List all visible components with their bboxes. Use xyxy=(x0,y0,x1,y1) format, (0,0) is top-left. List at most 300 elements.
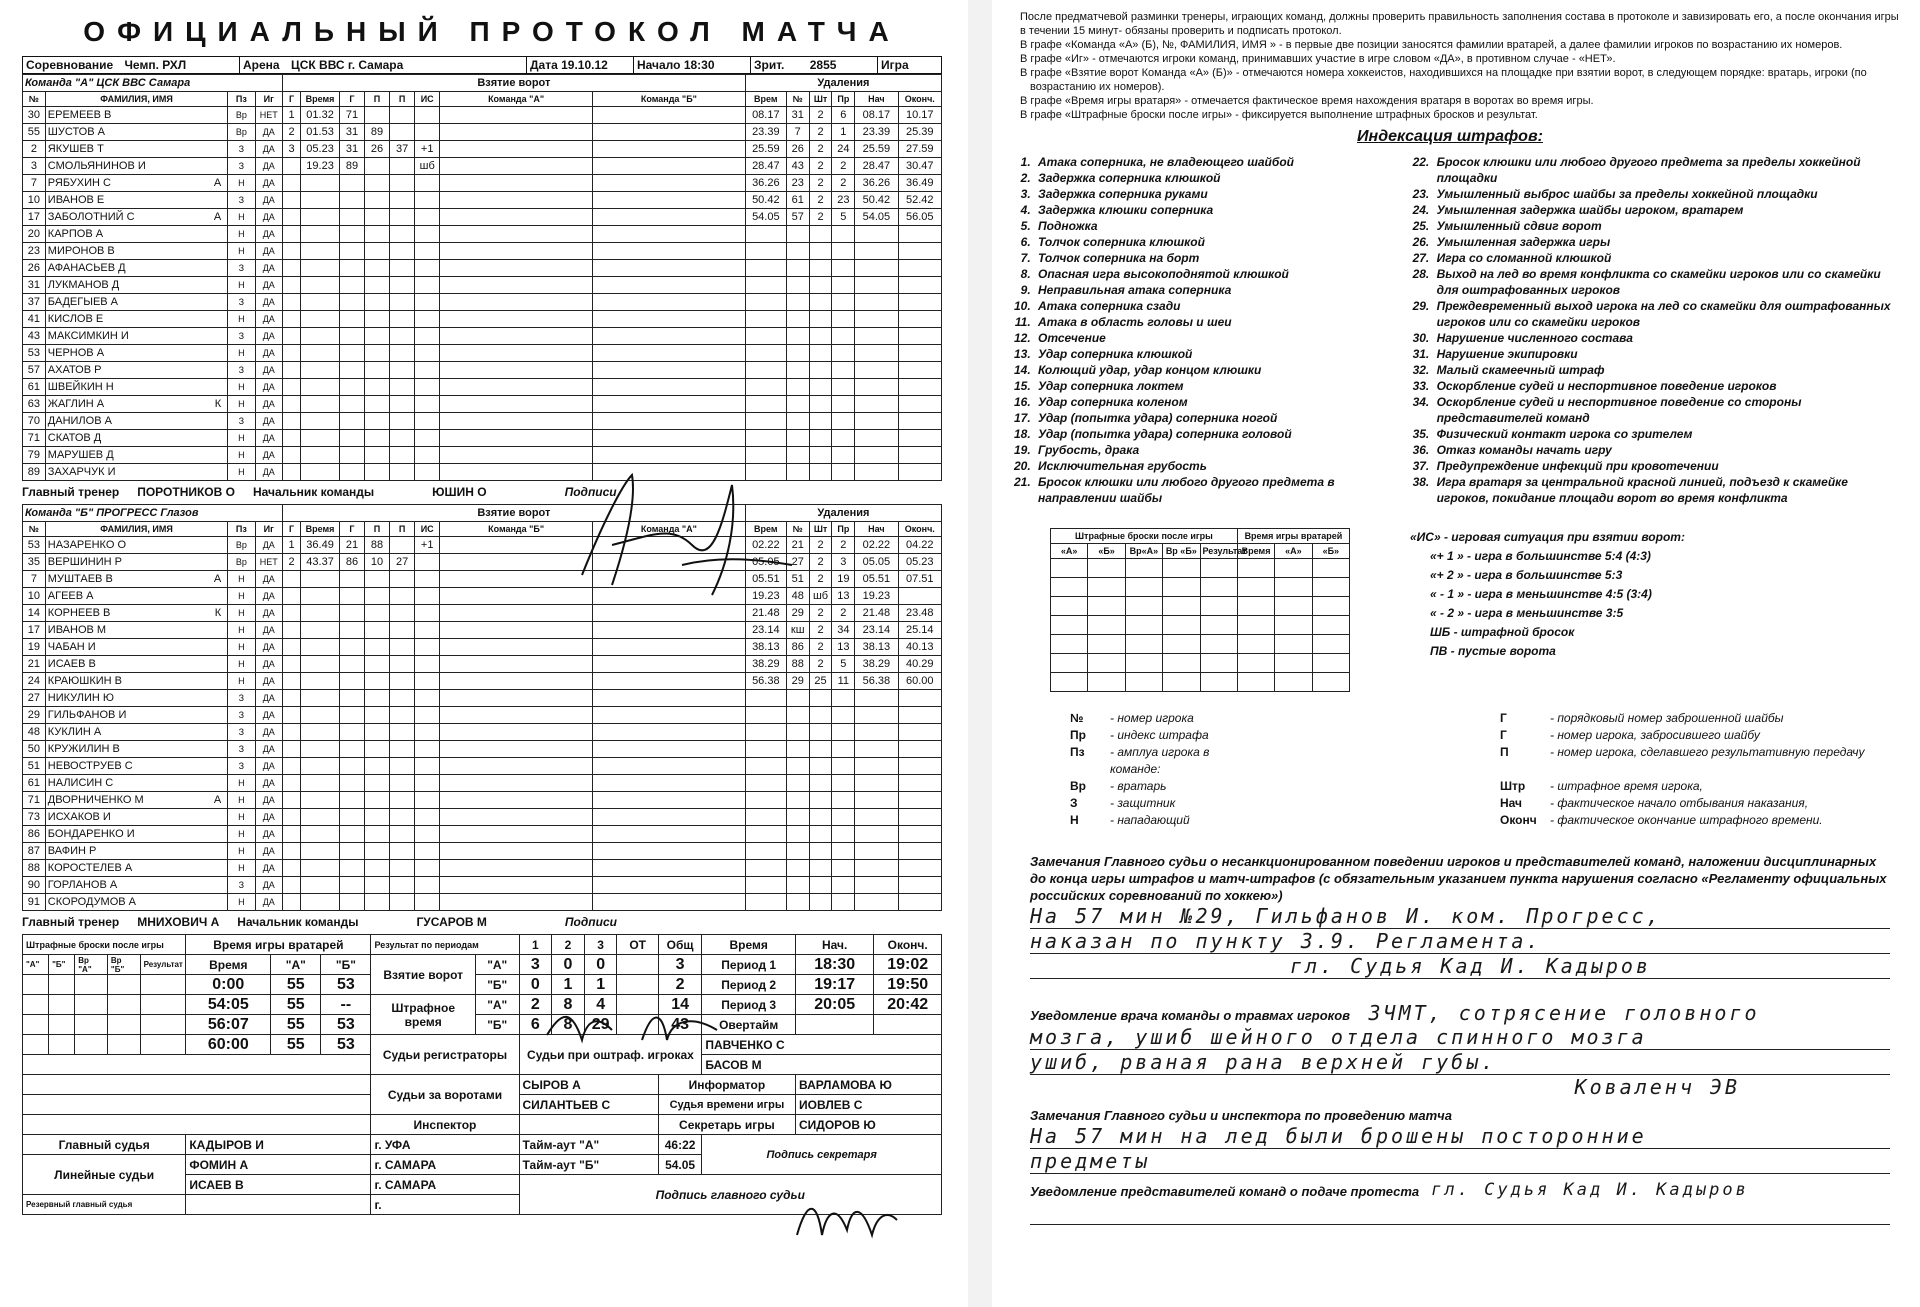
player-played: ДА xyxy=(255,226,282,243)
penalty-cell: 29 xyxy=(786,673,809,690)
player-name xyxy=(45,175,227,192)
penalty-cell: 50.42 xyxy=(855,192,898,209)
penalty-cell xyxy=(855,877,898,894)
penalty-cell: 34 xyxy=(832,622,855,639)
goal-cell xyxy=(390,741,415,758)
goal-cell xyxy=(415,792,440,809)
goal-cell xyxy=(282,294,300,311)
period-3-label: Период 3 xyxy=(702,995,796,1015)
penalty-cell xyxy=(786,464,809,481)
penalty-cell xyxy=(745,724,786,741)
goal-cell xyxy=(339,396,364,413)
penalty-item: 28. Выход на лед во время конфликта со скамейки игроков или со скамейки для оштрафованных игроков xyxy=(1433,266,1900,298)
table-row xyxy=(23,328,942,345)
penalty-cell: 60.00 xyxy=(898,673,941,690)
player-name-text: КРАЮШКИН В xyxy=(47,675,122,687)
player-played: ДА xyxy=(255,379,282,396)
penalty-cell xyxy=(855,826,898,843)
goal-line-a xyxy=(440,260,593,277)
goal-line-b xyxy=(593,345,746,362)
remarks-title: Замечания Главного судьи о несанкционированном поведении игроков и представителей команд, наложении дисциплинарных до конца игры штрафов и матч-штрафов (с обязательным указанием пункта нарушения согласно «Регламенту официальных российских соревнований по хоккею») xyxy=(1030,854,1887,903)
legend-key: Нач xyxy=(1500,796,1523,810)
goal-cell xyxy=(339,277,364,294)
table-row xyxy=(1051,616,1350,635)
goal-cell xyxy=(365,311,390,328)
goal-cell xyxy=(365,362,390,379)
player-name-text: БОНДАРЕНКО И xyxy=(47,828,135,840)
penalty-cell: 2 xyxy=(809,537,832,554)
penalty-cell xyxy=(786,311,809,328)
goal-cell xyxy=(282,758,300,775)
player-position: Н xyxy=(228,622,255,639)
penalty-cell xyxy=(786,413,809,430)
goal-cell xyxy=(339,588,364,605)
goal-line-a xyxy=(440,571,593,588)
penalty-cell: 2 xyxy=(832,537,855,554)
date-label: Дата xyxy=(530,58,558,72)
sec-judges-label: Судьи регистраторы xyxy=(371,1035,519,1075)
penalty-cell: 04.22 xyxy=(898,537,941,554)
res-label: Результат по периодам xyxy=(371,935,519,955)
goal-cell xyxy=(282,226,300,243)
goal-cell xyxy=(301,792,340,809)
player-name xyxy=(45,656,227,673)
gk-row-4-time: 60:00 xyxy=(186,1035,271,1055)
empty-cell xyxy=(1312,654,1349,673)
table-row xyxy=(23,741,942,758)
instruction-paragraph: В графе «Иг» - отмечаются игроки команд, принимавших участие в игре словом «ДА», в противном случае - «НЕТ». xyxy=(1020,53,1616,65)
penalty-item: 11. Атака в область головы и шеи xyxy=(1034,314,1385,330)
player-played: ДА xyxy=(255,243,282,260)
goal-cell xyxy=(415,826,440,843)
empty-cell xyxy=(1088,654,1125,673)
res-col-2: 2 xyxy=(552,935,585,955)
goal-line-b xyxy=(593,656,746,673)
player-name xyxy=(45,430,227,447)
player-number: 7 xyxy=(23,175,46,192)
goal-cell xyxy=(282,707,300,724)
pim-a-p3: 4 xyxy=(584,995,617,1015)
player-name xyxy=(45,554,227,571)
player-position: Н xyxy=(228,894,255,911)
goal-cell xyxy=(301,877,340,894)
empty-cell xyxy=(1125,616,1162,635)
player-number: 19 xyxy=(23,639,46,656)
period-3-end: 20:42 xyxy=(874,995,942,1015)
empty-cell xyxy=(1237,578,1274,597)
goal-line-b xyxy=(593,673,746,690)
res-col-3: 3 xyxy=(584,935,617,955)
penalty-cell xyxy=(786,396,809,413)
goal-cell xyxy=(365,243,390,260)
penalty-cell xyxy=(745,690,786,707)
player-number: 27 xyxy=(23,690,46,707)
penalty-cell: 52.42 xyxy=(898,192,941,209)
player-played: ДА xyxy=(255,328,282,345)
penalty-cell xyxy=(832,447,855,464)
player-captain-mark: А xyxy=(213,177,222,189)
empty-cell xyxy=(1163,654,1200,673)
goal-cell xyxy=(365,894,390,911)
player-name xyxy=(45,894,227,911)
empty-cell xyxy=(1051,635,1088,654)
penalty-cell xyxy=(809,243,832,260)
goal-cell xyxy=(365,860,390,877)
player-number: 48 xyxy=(23,724,46,741)
penalty-cell xyxy=(832,328,855,345)
goal-cell xyxy=(339,175,364,192)
player-name-text: ЗАХАРЧУК И xyxy=(47,466,116,478)
penalty-cell: 43 xyxy=(786,158,809,175)
goal-cell xyxy=(415,447,440,464)
penalty-cell xyxy=(855,464,898,481)
penalty-cell xyxy=(809,447,832,464)
goal-cell xyxy=(301,605,340,622)
team-a-col-pno: № xyxy=(786,92,809,107)
penalty-cell xyxy=(832,877,855,894)
empty-cell xyxy=(1125,578,1162,597)
line-judge-2-city: г. САМАРА xyxy=(371,1175,519,1195)
goal-line-b xyxy=(593,707,746,724)
arena-label: Арена xyxy=(243,58,280,72)
doctor-line-2: мозга, ушиб шейного отдела спинного мозга xyxy=(1030,1025,1890,1050)
penalty-cell: 2 xyxy=(809,656,832,673)
player-name xyxy=(45,673,227,690)
penalty-cell xyxy=(809,311,832,328)
player-name xyxy=(45,311,227,328)
goal-cell xyxy=(390,826,415,843)
penalty-item: 15. Удар соперника локтем xyxy=(1034,378,1385,394)
gk-label: Время игры вратарей xyxy=(186,935,371,955)
penalty-item: 1. Атака соперника, не владеющего шайбой xyxy=(1034,154,1385,170)
goal-line-b xyxy=(593,447,746,464)
goal-line-a xyxy=(440,124,593,141)
goal-cell xyxy=(339,724,364,741)
player-name-text: КАРПОВ А xyxy=(47,228,104,240)
penalty-cell xyxy=(898,877,941,894)
penalty-cell xyxy=(745,826,786,843)
goal-cell xyxy=(390,588,415,605)
empty-cell xyxy=(1312,597,1349,616)
goal-line-b xyxy=(593,175,746,192)
goal-line-b xyxy=(593,894,746,911)
team-b-col-G: Г xyxy=(339,522,364,537)
goal-cell xyxy=(282,809,300,826)
penalty-cell xyxy=(832,843,855,860)
inspect-title: Замечания Главного судьи и инспектора по проведению матча xyxy=(1030,1108,1452,1123)
table-row xyxy=(1051,673,1350,692)
situation-item: « - 1 » - игра в меньшинстве 4:5 (3:4) xyxy=(1430,587,1652,601)
goals-b-p1: 0 xyxy=(519,975,552,995)
player-position: Н xyxy=(228,345,255,362)
goal-cell xyxy=(301,294,340,311)
res-col-ot: ОТ xyxy=(617,935,658,955)
timer-value: ИОВЛЕВ С xyxy=(796,1095,942,1115)
player-name-text: ДВОРНИЧЕНКО М xyxy=(47,794,144,806)
penalty-cell xyxy=(855,345,898,362)
player-played: ДА xyxy=(255,724,282,741)
team-b-manager: ГУСАРОВ М xyxy=(416,915,487,929)
penalty-cell xyxy=(855,226,898,243)
penalty-cell xyxy=(898,741,941,758)
goal-cell xyxy=(415,192,440,209)
penalty-item: 27. Игра со сломанной клюшкой xyxy=(1433,250,1900,266)
goal-cell xyxy=(301,243,340,260)
player-name xyxy=(45,396,227,413)
empty-cell xyxy=(1200,635,1237,654)
so-col-result: Результат xyxy=(140,955,186,975)
penalty-cell xyxy=(898,260,941,277)
player-name xyxy=(45,537,227,554)
res-col-total: Общ xyxy=(658,935,702,955)
penalty-cell xyxy=(786,775,809,792)
team-b-coach: МНИХОВИЧ А xyxy=(137,915,220,929)
player-played: ДА xyxy=(255,464,282,481)
player-name xyxy=(45,605,227,622)
lines-label: Линейные судьи xyxy=(23,1155,186,1195)
gk-col-time: Время xyxy=(186,955,271,975)
penalty-cell: 2 xyxy=(809,605,832,622)
team-b-col-pend: Оконч. xyxy=(898,522,941,537)
goal-line-b xyxy=(593,758,746,775)
penalty-cell xyxy=(855,724,898,741)
player-position: З xyxy=(228,690,255,707)
penalty-cell xyxy=(855,792,898,809)
gk-row-2-time: 54:05 xyxy=(186,995,271,1015)
goal-cell xyxy=(339,877,364,894)
goal-cell xyxy=(339,209,364,226)
player-number: 70 xyxy=(23,413,46,430)
goal-cell xyxy=(282,588,300,605)
penalty-cell xyxy=(745,843,786,860)
instruction-paragraph: В графе «Время игры вратаря» - отмечается фактическое время нахождения вратаря в воротах во время игры. xyxy=(1020,95,1594,107)
gk-row-2-b: -- xyxy=(321,995,371,1015)
player-name-text: КОРОСТЕЛЕВ А xyxy=(47,862,133,874)
goal-cell xyxy=(282,345,300,362)
player-name-text: МАРУШЕВ Д xyxy=(47,449,114,461)
penalty-cell xyxy=(832,809,855,826)
table-row xyxy=(23,209,942,226)
so-col: Результат xyxy=(1200,544,1237,559)
penalty-cell xyxy=(832,362,855,379)
goal-cell: 05.23 xyxy=(301,141,340,158)
penalty-cell xyxy=(786,741,809,758)
goal-cell xyxy=(365,209,390,226)
table-row xyxy=(23,877,942,894)
empty-cell xyxy=(1051,673,1088,692)
penalty-item: 36. Отказ команды начать игру xyxy=(1433,442,1900,458)
empty-cell xyxy=(1200,654,1237,673)
goal-cell xyxy=(301,690,340,707)
player-name-text: МАКСИМКИН И xyxy=(47,330,129,342)
goal-cell xyxy=(390,243,415,260)
team-b-col-IS: ИС xyxy=(415,522,440,537)
player-played: ДА xyxy=(255,362,282,379)
empty-cell xyxy=(1237,673,1274,692)
goal-cell xyxy=(339,690,364,707)
legend-key: Г xyxy=(1500,711,1507,725)
goal-cell xyxy=(301,447,340,464)
penalty-cell xyxy=(786,260,809,277)
penalty-cell: 23.39 xyxy=(745,124,786,141)
goal-line-a xyxy=(440,430,593,447)
player-number: 87 xyxy=(23,843,46,860)
goal-cell xyxy=(365,345,390,362)
goals-a-p3: 0 xyxy=(584,955,617,975)
goal-line-b xyxy=(593,311,746,328)
goal-cell xyxy=(365,396,390,413)
goal-line-a xyxy=(440,158,593,175)
penalty-cell xyxy=(832,379,855,396)
goal-line-a xyxy=(440,362,593,379)
pim-a-ot xyxy=(617,995,658,1015)
player-played: ДА xyxy=(255,622,282,639)
goal-cell xyxy=(390,447,415,464)
goal-cell xyxy=(282,673,300,690)
goal-cell xyxy=(415,724,440,741)
team-a-col-no: № xyxy=(23,92,46,107)
team-b-col-pno: № xyxy=(786,522,809,537)
penalty-item: 17. Удар (попытка удара) соперника ногой xyxy=(1034,410,1385,426)
to-a-label: Тайм-аут "А" xyxy=(519,1135,658,1155)
penalty-cell xyxy=(745,877,786,894)
table-row xyxy=(23,605,942,622)
player-position: Н xyxy=(228,588,255,605)
empty-cell xyxy=(1163,597,1200,616)
goal-line-a xyxy=(440,690,593,707)
to-b-value: 54.05 xyxy=(658,1155,702,1175)
goal-line-a xyxy=(440,141,593,158)
player-number: 21 xyxy=(23,656,46,673)
table-row xyxy=(23,294,942,311)
player-name-text: АФАНАСЬЕВ Д xyxy=(47,262,126,274)
goal-line-a xyxy=(440,639,593,656)
penalty-cell xyxy=(745,379,786,396)
player-number: 88 xyxy=(23,860,46,877)
player-name-text: БАДЕГЫЕВ А xyxy=(47,296,119,308)
team-b-col-P2: П xyxy=(390,522,415,537)
penalty-cell xyxy=(786,345,809,362)
goal-cell xyxy=(301,809,340,826)
goal-cell xyxy=(301,464,340,481)
goal-line-b xyxy=(593,243,746,260)
penalty-cell xyxy=(832,226,855,243)
penalty-cell xyxy=(855,294,898,311)
goal-line-b xyxy=(593,464,746,481)
team-a-staff xyxy=(22,483,962,501)
goal-cell xyxy=(415,690,440,707)
table-row xyxy=(23,588,942,605)
goal-cell xyxy=(339,622,364,639)
player-name xyxy=(45,362,227,379)
penalty-cell xyxy=(855,809,898,826)
goal-cell xyxy=(301,226,340,243)
penalty-cell xyxy=(855,690,898,707)
player-name xyxy=(45,860,227,877)
goal-line-a xyxy=(440,758,593,775)
goal-cell xyxy=(339,294,364,311)
goal-cell: 89 xyxy=(339,158,364,175)
goal-line-a xyxy=(440,345,593,362)
goal-cell xyxy=(415,843,440,860)
empty-cell xyxy=(1088,635,1125,654)
goal-line-b xyxy=(593,192,746,209)
goal-cell xyxy=(415,860,440,877)
player-played: ДА xyxy=(255,741,282,758)
period-2-label: Период 2 xyxy=(702,975,796,995)
penalty-cell xyxy=(855,430,898,447)
player-position: Н xyxy=(228,656,255,673)
match-header xyxy=(22,56,942,74)
comp-value: Чемп. РХЛ xyxy=(124,58,187,72)
table-row xyxy=(23,860,942,877)
penalty-item: 6. Толчок соперника клюшкой xyxy=(1034,234,1385,250)
goal-cell xyxy=(365,328,390,345)
player-name-text: НАЛИСИН С xyxy=(47,777,114,789)
goal-line-a xyxy=(440,809,593,826)
goal-cell xyxy=(301,209,340,226)
goal-cell xyxy=(282,396,300,413)
player-played: ДА xyxy=(255,141,282,158)
penalty-cell xyxy=(898,379,941,396)
so-col-a: "А" xyxy=(23,955,49,975)
legend-desc: - амплуа игрока в команде: xyxy=(1110,745,1210,776)
player-played: ДА xyxy=(255,690,282,707)
goal-cell xyxy=(282,826,300,843)
legend-key: Г xyxy=(1500,728,1507,742)
player-name xyxy=(45,775,227,792)
goal-cell xyxy=(365,447,390,464)
goal-cell xyxy=(301,345,340,362)
goal-judge-1: СЫРОВ А xyxy=(519,1075,658,1095)
gk-row-3-time: 56:07 xyxy=(186,1015,271,1035)
goal-cell xyxy=(339,311,364,328)
player-name-text: КИСЛОВ Е xyxy=(47,313,104,325)
goal-cell xyxy=(390,571,415,588)
res-col-1: 1 xyxy=(519,935,552,955)
goal-cell xyxy=(365,605,390,622)
period-3-start: 20:05 xyxy=(796,995,874,1015)
goal-line-b xyxy=(593,362,746,379)
goal-cell xyxy=(390,124,415,141)
player-position: Н xyxy=(228,673,255,690)
penalty-item: 37. Предупреждение инфекций при кровотечении xyxy=(1433,458,1900,474)
penalty-cell xyxy=(855,707,898,724)
game-label: Игра xyxy=(881,58,909,72)
penalty-cell xyxy=(898,775,941,792)
player-number: 86 xyxy=(23,826,46,843)
goal-line-b xyxy=(593,124,746,141)
player-name-text: ИСАЕВ В xyxy=(47,658,96,670)
player-number: 61 xyxy=(23,379,46,396)
situation-item: «+ 1 » - игра в большинстве 5:4 (4:3) xyxy=(1430,549,1651,563)
penalty-cell: 38.29 xyxy=(745,656,786,673)
penalty-item: 24. Умышленная задержка шайбы игроком, вратарем xyxy=(1433,202,1900,218)
goal-cell xyxy=(365,775,390,792)
goal-cell xyxy=(390,277,415,294)
penalty-cell xyxy=(786,277,809,294)
table-row xyxy=(23,311,942,328)
penalty-cell xyxy=(809,464,832,481)
goal-line-b xyxy=(593,226,746,243)
table-row xyxy=(23,107,942,124)
goal-cell xyxy=(282,413,300,430)
penalty-cell: 2 xyxy=(809,124,832,141)
table-row xyxy=(23,826,942,843)
penalty-cell xyxy=(745,396,786,413)
doctor-signature: Коваленч ЭВ xyxy=(1574,1075,1740,1099)
date-value: 19.10.12 xyxy=(561,58,608,72)
